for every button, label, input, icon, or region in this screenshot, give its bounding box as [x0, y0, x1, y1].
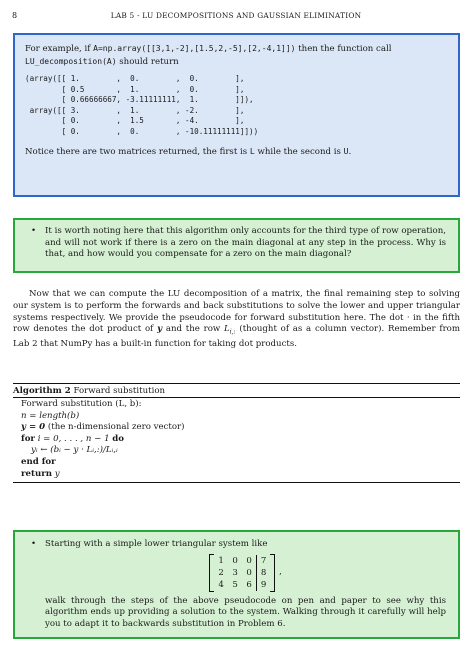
- notice-text-3: .: [348, 146, 352, 157]
- algorithm-line: Forward substitution (L, b):: [21, 399, 142, 409]
- algorithm-line: [21, 411, 460, 423]
- notice-text-2: while the second is: [254, 146, 344, 157]
- row-l: L: [224, 324, 230, 335]
- function-call-code: LU_decomposition(A): [25, 56, 117, 66]
- body-text-3: (thought of as a column vector). Remember from Lab 2 that NumPy has a built-in function for taking dot products.: [13, 324, 460, 349]
- matrix-cell: 9: [256, 579, 270, 591]
- matrix-cell: 2: [218, 567, 224, 578]
- bullet-icon: •: [31, 226, 37, 236]
- algorithm-line: [21, 434, 460, 446]
- code-line: [ 0. , 0. , -10.11111111]])): [25, 126, 259, 136]
- end-for-keyword: end for: [21, 456, 56, 467]
- example-notice: [25, 146, 448, 159]
- example-intro-text-3: should return: [116, 56, 179, 67]
- code-line: [ 0. , 1.5 , -4. ],: [25, 116, 245, 126]
- exercise-text: walk through the steps of the above pseudocode on pen and paper to see why this algorithm ends up providing a solution to the system. Walking through it carefully will help you to adapt it to backwards substitution in Problem 6.: [45, 595, 446, 629]
- augmented-matrix: [209, 554, 275, 592]
- matrix-cell: 0: [246, 567, 252, 578]
- example-array-code: A=np.array([[3,1,-2],[1.5,2,-5],[2,-4,1]]): [93, 44, 296, 53]
- exercise-box: [13, 530, 460, 639]
- exercise-intro: Starting with a simple lower triangular system like: [45, 539, 268, 549]
- do-keyword: do: [112, 433, 125, 444]
- row-l-subscript: i,:: [229, 329, 236, 337]
- note-box: [13, 218, 460, 273]
- algorithm-line: [21, 445, 460, 457]
- matrix-cell: 7: [256, 555, 270, 567]
- update-step: yᵢ ← (bᵢ − y · Lᵢ,:)/Lᵢ,ᵢ: [31, 445, 118, 456]
- example-box: [13, 33, 460, 197]
- vector-y: y: [157, 324, 163, 335]
- algorithm-body: [13, 398, 460, 482]
- matrix-trailer: ,: [279, 566, 282, 577]
- matrix-cell: 0: [232, 555, 238, 566]
- matrix-cell: 3: [232, 567, 238, 578]
- algorithm-title: Forward substitution: [73, 386, 166, 396]
- note-text: It is worth noting here that this algorithm only accounts for the third type of row operation, and will not work if there is a zero on the main diagonal at any step in the process. Why is that, and how would you compensate for a zero on the main diagonal?: [45, 226, 446, 260]
- matrix-cell: 1: [218, 555, 224, 566]
- matrix-cell: 6: [246, 579, 252, 590]
- matrix-cell: 8: [256, 567, 270, 579]
- code-line: array([[ 3. , 1. , -2. ],: [25, 105, 245, 115]
- return-value-code: [25, 74, 448, 138]
- body-text-1: Now that we can compute the LU decomposition of a matrix, the final remaining step to solving our system is to perform the forwards and back substitutions to solve the lower and upper triangular systems respectively. We provide the pseudocode for forward substitution here. The dot · in the fifth row denotes the dot product of: [13, 289, 460, 335]
- return-value: y: [52, 468, 60, 479]
- body-paragraph: [13, 289, 460, 351]
- algorithm-bottom-rule: [13, 482, 460, 483]
- loop-range: i = 0, . . . , n − 1: [34, 433, 113, 444]
- algorithm-line: [21, 457, 460, 469]
- return-keyword: return: [21, 468, 52, 479]
- notice-u: U: [343, 146, 349, 156]
- notice-l: L: [249, 146, 255, 156]
- bullet-icon: •: [31, 539, 37, 549]
- body-text-2: and the row: [162, 324, 225, 335]
- example-intro-text-1: For example, if: [25, 44, 94, 54]
- example-intro: [25, 43, 448, 68]
- page-number: 8: [12, 11, 18, 20]
- matrix-cell: 4: [218, 579, 224, 590]
- matrix-cell: 5: [232, 579, 238, 590]
- example-intro-text-2: then the function call: [295, 44, 392, 54]
- algorithm-line: [21, 422, 460, 434]
- running-head: LAB 5 - LU DECOMPOSITIONS AND GAUSSIAN ELIMINATION: [110, 11, 362, 20]
- for-keyword: for: [21, 433, 35, 444]
- notice-text-1: Notice there are two matrices returned, the first is: [25, 146, 250, 157]
- augmented-matrix-wrap: [45, 554, 446, 592]
- algorithm-line: [21, 469, 460, 481]
- code-line: (array([[ 1. , 0. , 0. ],: [25, 74, 245, 83]
- algorithm-label: Algorithm 2: [13, 386, 71, 396]
- code-line: [ 0.66666667, -3.11111111, 1. ]]),: [25, 95, 254, 105]
- zero-init-comment: (the n-dimensional zero vector): [45, 422, 185, 433]
- code-line: [ 0.5 , 1. , 0. ],: [25, 84, 245, 94]
- matrix-cell: 0: [246, 555, 252, 566]
- algorithm-caption: [13, 384, 460, 397]
- algorithm-line-2: n = length(b): [21, 410, 80, 421]
- algorithm-block: [13, 383, 460, 483]
- zero-init: y = 0: [21, 422, 46, 433]
